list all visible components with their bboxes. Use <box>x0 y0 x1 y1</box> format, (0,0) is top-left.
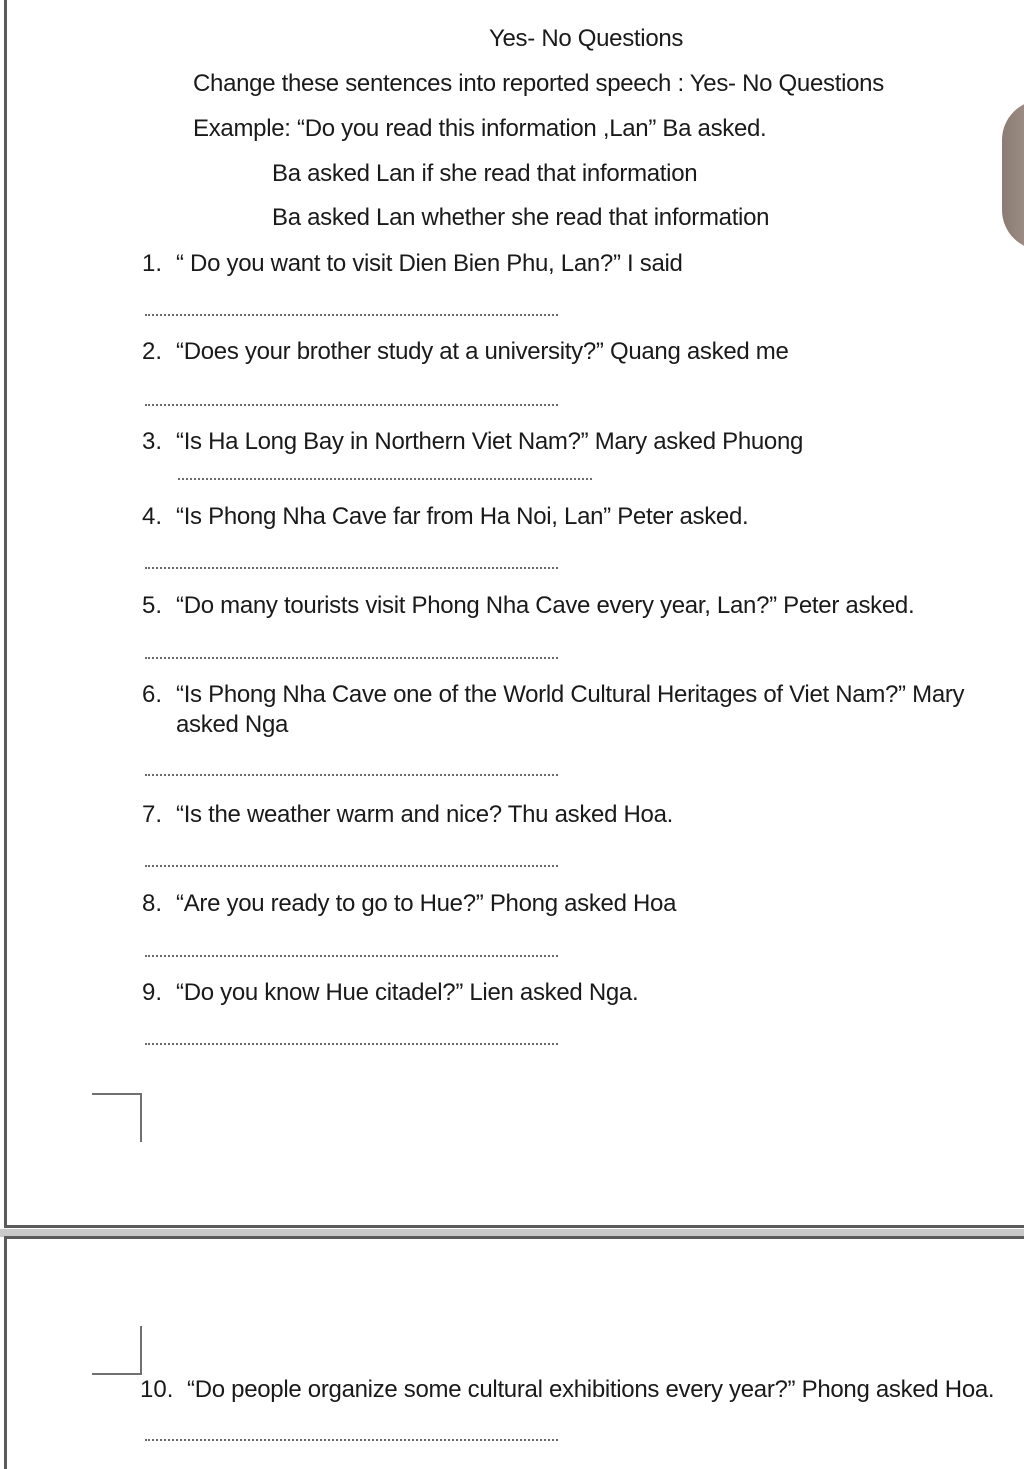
item-question: “Does your brother study at a university?” Quang asked me <box>176 338 789 365</box>
item-question: “Is Phong Nha Cave far from Ha Noi, Lan” Peter asked. <box>176 503 749 530</box>
example-prompt: Example: “Do you read this information ,Lan” Ba asked. <box>193 115 767 142</box>
answer-line[interactable] <box>145 314 558 316</box>
answer-line[interactable] <box>145 1439 558 1441</box>
answer-line[interactable] <box>145 955 558 957</box>
item-number: 6. <box>142 681 163 708</box>
answer-line[interactable] <box>145 567 558 569</box>
item-question-continued: asked Nga <box>176 711 289 738</box>
example-answer-whether: Ba asked Lan whether she read that information <box>272 204 770 231</box>
item-number: 1. <box>142 250 163 277</box>
answer-line[interactable] <box>145 774 558 776</box>
answer-line[interactable] <box>145 404 558 406</box>
item-question: “Do you know Hue citadel?” Lien asked Nga. <box>176 979 639 1006</box>
page-title: Yes- No Questions <box>489 25 684 52</box>
page-corner-mark <box>92 1326 142 1375</box>
item-number: 2. <box>142 338 163 365</box>
item-number: 8. <box>142 890 163 917</box>
answer-line[interactable] <box>178 478 592 480</box>
item-number: 5. <box>142 592 163 619</box>
item-question: “Are you ready to go to Hue?” Phong asked Hoa <box>176 890 677 917</box>
page-corner-mark <box>92 1093 142 1142</box>
instruction: Change these sentences into reported speech : Yes- No Questions <box>193 70 884 97</box>
answer-line[interactable] <box>145 1043 558 1045</box>
item-question: “Is Phong Nha Cave one of the World Cultural Heritages of Viet Nam?” Mary <box>176 681 965 708</box>
answer-line[interactable] <box>145 657 558 659</box>
item-question: “Is Ha Long Bay in Northern Viet Nam?” Mary asked Phuong <box>176 428 804 455</box>
example-answer-if: Ba asked Lan if she read that information <box>272 160 698 187</box>
item-number: 9. <box>142 979 163 1006</box>
item-number: 10. <box>140 1376 174 1403</box>
finger-edge <box>1002 100 1024 250</box>
item-question: “Do many tourists visit Phong Nha Cave every year, Lan?” Peter asked. <box>176 592 915 619</box>
item-number: 7. <box>142 801 163 828</box>
item-question: “ Do you want to visit Dien Bien Phu, Lan?” I said <box>176 250 683 277</box>
item-number: 3. <box>142 428 163 455</box>
item-question: “Is the weather warm and nice? Thu asked Hoa. <box>176 801 673 828</box>
item-number: 4. <box>142 503 163 530</box>
document-page-2 <box>4 1236 1024 1469</box>
answer-line[interactable] <box>145 865 558 867</box>
item-question: “Do people organize some cultural exhibitions every year?” Phong asked Hoa. <box>187 1376 995 1403</box>
